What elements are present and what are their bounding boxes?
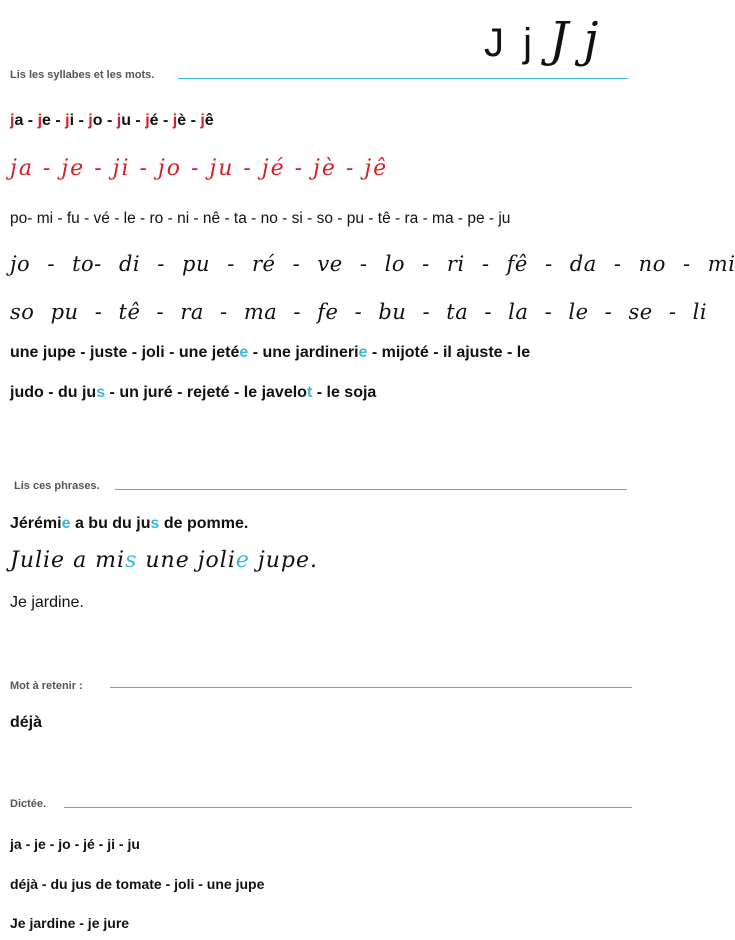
text-segment: Julie a mi xyxy=(10,548,126,573)
title-letters xyxy=(484,12,598,68)
silent-letter: s xyxy=(150,515,160,532)
syllables-line-cursive-2: so pu - tê - ra - ma - fe - bu - ta - la - le - se - li xyxy=(10,300,708,324)
text-segment: - le soja xyxy=(312,384,377,401)
section-rule-syllables xyxy=(178,78,628,79)
section-label-syllables: Lis les syllabes et les mots. xyxy=(10,69,155,81)
syllable-vowel: e xyxy=(42,112,51,129)
words-line-1 xyxy=(10,344,530,362)
title-print-upper: J xyxy=(484,21,504,65)
section-rule-sentences xyxy=(115,489,627,490)
syllables-print xyxy=(10,112,214,130)
sentence-1 xyxy=(10,515,248,533)
silent-letter: e xyxy=(239,344,249,361)
syllable-vowel: è xyxy=(177,112,187,129)
section-label-sentences: Lis ces phrases. xyxy=(14,480,100,492)
syllable-consonant: j xyxy=(65,112,70,129)
word-to-remember: déjà xyxy=(10,714,43,731)
text-segment: une joli xyxy=(137,548,236,573)
title-cursive-lower: j xyxy=(583,12,599,68)
separator: - xyxy=(23,112,38,129)
silent-letter: e xyxy=(235,548,250,573)
silent-letter: s xyxy=(96,384,106,401)
silent-letter: t xyxy=(306,384,313,401)
syllable-vowel: o xyxy=(92,112,103,129)
separator: - xyxy=(158,112,173,129)
text-segment: - mijoté - il ajuste - le xyxy=(367,344,531,361)
syllable xyxy=(173,112,186,129)
section-rule-word xyxy=(110,687,632,688)
syllable xyxy=(145,112,158,129)
syllable-consonant: j xyxy=(88,112,93,129)
silent-letter: e xyxy=(61,515,71,532)
syllable xyxy=(10,112,23,129)
section-rule-dictation xyxy=(64,807,632,808)
title-cursive-upper: J xyxy=(549,12,569,68)
text-segment: - un juré - rejeté - le javelo xyxy=(105,384,307,401)
title-print-lower: j xyxy=(523,21,533,65)
syllable-consonant: j xyxy=(172,112,178,129)
silent-letter: e xyxy=(358,344,368,361)
text-segment: judo - du ju xyxy=(10,384,97,401)
syllable-vowel: a xyxy=(14,112,24,129)
text-segment: une jupe - juste - joli - une jeté xyxy=(10,344,240,361)
syllable xyxy=(38,112,51,129)
text-segment: a bu du ju xyxy=(70,515,151,532)
syllables-cursive: ja - je - ji - jo - ju - jé - jè - jê xyxy=(10,156,389,181)
syllable-vowel: u xyxy=(121,112,131,129)
dictation-line-1: ja - je - jo - jé - ji - ju xyxy=(10,836,140,852)
dictation-line-2: déjà - du jus de tomate - joli - une jupe xyxy=(10,876,265,892)
syllable-consonant: j xyxy=(10,112,15,129)
text-segment: - une jardineri xyxy=(248,344,359,361)
syllable-vowel: é xyxy=(149,112,159,129)
syllables-line-print: po- mi - fu - vé - le - ro - ni - nê - ta - no - si - so - pu - tê - ra - ma - pe - ju xyxy=(10,210,511,227)
syllable-vowel: i xyxy=(69,112,75,129)
sentence-2-cursive xyxy=(10,548,318,573)
syllable xyxy=(88,112,102,129)
text-segment: jupe. xyxy=(249,548,318,573)
words-line-2 xyxy=(10,384,376,402)
syllable-consonant: j xyxy=(116,112,122,129)
section-label-dictation: Dictée. xyxy=(10,798,47,810)
syllable xyxy=(65,112,74,129)
separator: - xyxy=(186,112,201,129)
section-label-word: Mot à retenir : xyxy=(10,680,83,692)
separator: - xyxy=(102,112,117,129)
syllable-consonant: j xyxy=(37,112,43,129)
syllable xyxy=(117,112,131,129)
dictation-line-3: Je jardine - je jure xyxy=(10,915,130,931)
syllable-vowel: ê xyxy=(204,112,214,129)
separator: - xyxy=(50,112,66,129)
separator: - xyxy=(130,112,146,129)
sentence-3: Je jardine. xyxy=(10,594,84,611)
syllable-consonant: j xyxy=(145,112,150,129)
silent-letter: s xyxy=(125,548,138,573)
text-segment: de pomme. xyxy=(159,515,249,532)
syllable xyxy=(200,112,213,129)
syllables-line-cursive-1: jo - to- di - pu - ré - ve - lo - ri - fê - da - no - mi xyxy=(10,252,735,276)
text-segment: Jérémi xyxy=(10,515,62,532)
syllable-consonant: j xyxy=(200,112,205,129)
separator: - xyxy=(74,112,89,129)
